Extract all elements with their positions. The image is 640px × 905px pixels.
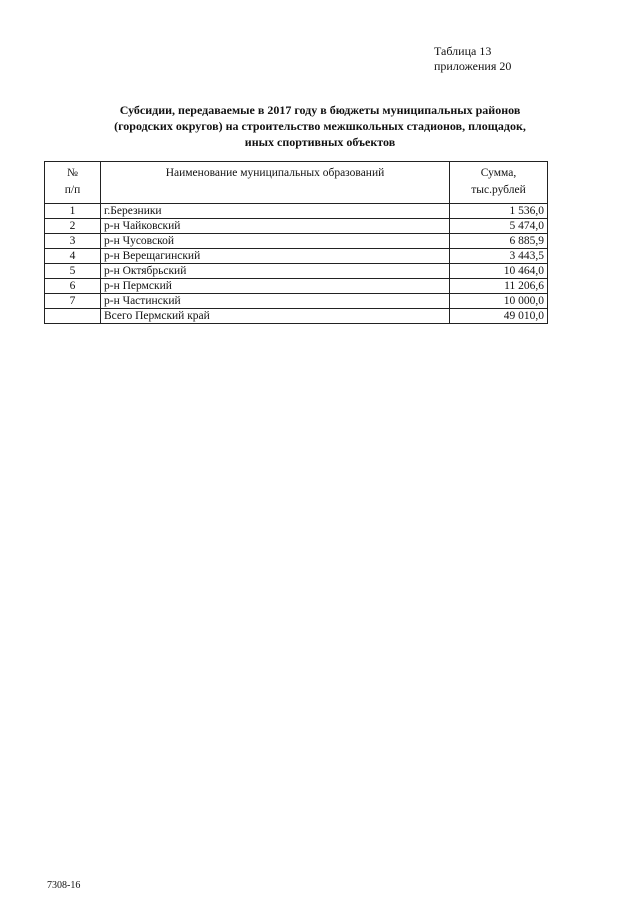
row-municipality: р-н Частинский	[101, 294, 450, 309]
title-line-2: (городских округов) на строительство межшкольных стадионов, площадок,	[114, 119, 526, 133]
table-reference	[434, 44, 511, 74]
header-number-symbol: №	[67, 167, 78, 179]
row-number: 4	[45, 249, 101, 264]
table-row	[45, 294, 548, 309]
table-header	[45, 162, 548, 204]
row-number: 5	[45, 264, 101, 279]
row-amount: 11 206,6	[450, 279, 548, 294]
row-municipality: р-н Верещагинский	[101, 249, 450, 264]
row-municipality: г.Березники	[101, 204, 450, 219]
row-number: 2	[45, 219, 101, 234]
subsidy-table	[44, 161, 548, 324]
row-number: 3	[45, 234, 101, 249]
total-amount: 49 010,0	[450, 309, 548, 324]
row-amount: 10 000,0	[450, 294, 548, 309]
table-body	[45, 204, 548, 324]
table-row	[45, 279, 548, 294]
header-row	[45, 162, 548, 204]
title-line-3: иных спортивных объектов	[244, 135, 396, 149]
row-amount: 1 536,0	[450, 204, 548, 219]
total-label: Всего Пермский край	[101, 309, 450, 324]
appendix-number-label: приложения 20	[434, 59, 512, 73]
title-line-1: Субсидии, передаваемые в 2017 году в бюджеты муниципальных районов	[119, 103, 521, 117]
row-number: 6	[45, 279, 101, 294]
row-municipality: р-н Чусовской	[101, 234, 450, 249]
total-row	[45, 309, 548, 324]
row-amount: 10 464,0	[450, 264, 548, 279]
table-row	[45, 234, 548, 249]
header-sum	[450, 162, 548, 204]
table-row	[45, 249, 548, 264]
header-sum-unit: тыс.рублей	[471, 184, 526, 196]
document-title	[60, 102, 580, 150]
header-number-abbrev: п/п	[64, 184, 81, 196]
header-name: Наименование муниципальных образований	[101, 162, 450, 204]
row-municipality: р-н Чайковский	[101, 219, 450, 234]
table-row	[45, 264, 548, 279]
row-municipality: р-н Октябрьский	[101, 264, 450, 279]
header-sum-label: Сумма,	[480, 167, 517, 179]
row-number: 7	[45, 294, 101, 309]
row-amount: 6 885,9	[450, 234, 548, 249]
table-row	[45, 219, 548, 234]
row-number: 1	[45, 204, 101, 219]
row-amount: 3 443,5	[450, 249, 548, 264]
header-number	[45, 162, 101, 204]
row-municipality: р-н Пермский	[101, 279, 450, 294]
total-number	[45, 309, 101, 324]
table-number-label: Таблица 13	[434, 44, 492, 58]
table-row	[45, 204, 548, 219]
row-amount: 5 474,0	[450, 219, 548, 234]
document-code: 7308-16	[47, 880, 81, 891]
